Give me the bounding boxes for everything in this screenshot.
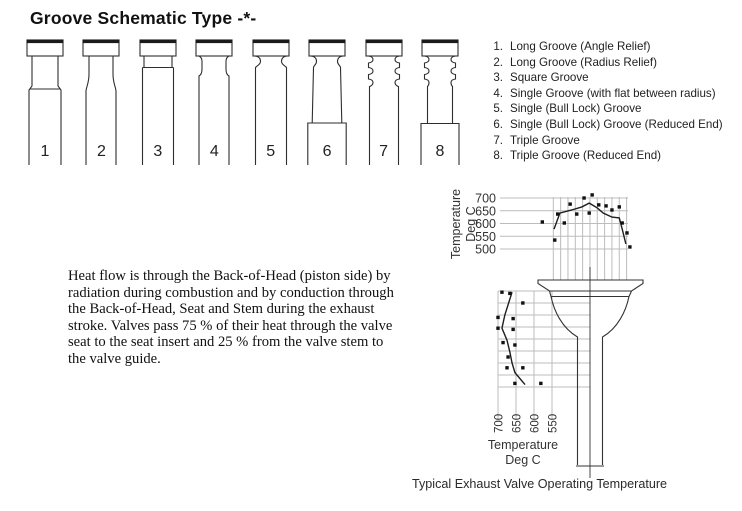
groove-type-legend (489, 39, 723, 164)
legend-item (489, 117, 723, 133)
chart-gridlines (498, 197, 628, 420)
groove-schematics-row (17, 38, 468, 166)
stem-number: 3 (153, 143, 163, 160)
legend-item-label: Triple Groove (510, 133, 580, 147)
stem-number: 7 (379, 143, 388, 160)
svg-text:700: 700 (493, 413, 506, 433)
groove-type-8-schematic (412, 38, 468, 166)
legend-item-label: Single Groove (with flat between radius) (510, 86, 716, 100)
groove-type-5-schematic (243, 38, 299, 166)
legend-item-number: 5. (493, 102, 503, 116)
legend-item (489, 148, 723, 164)
groove-type-4-schematic (186, 38, 242, 166)
heat-flow-paragraph: Heat flow is through the Back-of-Head (piston side) by radiation during combustion and by conduction through the Back-of-Head, Seat and Stem during the exhaust stroke. Valves pass 75 % of their heat through the valve seat to the seat insert and 25 % from the valve stem to the valve guide. (68, 268, 394, 367)
legend-item-number: 6. (493, 117, 503, 131)
groove-type-6-schematic (299, 38, 355, 166)
legend-item-number: 2. (493, 55, 503, 69)
groove-type-2-schematic (73, 38, 129, 166)
x-axis-label-line1: Temperature (487, 438, 559, 452)
svg-text:550: 550 (475, 229, 496, 244)
legend-item-number: 4. (493, 86, 503, 100)
svg-text:700: 700 (475, 191, 496, 206)
legend-item-label: Square Groove (510, 71, 589, 85)
legend-item-label: Long Groove (Angle Relief) (510, 40, 651, 53)
legend-item-label: Single (Bull Lock) Groove (510, 102, 642, 116)
legend-item-label: Triple Groove (Reduced End) (510, 149, 662, 163)
legend-item-number: 1. (493, 40, 503, 53)
stem-number: 1 (40, 143, 50, 160)
stem-number: 4 (209, 143, 219, 160)
groove-type-1-schematic (17, 38, 73, 166)
legend-item (489, 70, 723, 86)
legend-item (489, 86, 723, 102)
legend-item-number: 8. (493, 149, 503, 163)
svg-text:550: 550 (547, 413, 560, 433)
legend-item-number: 7. (493, 133, 503, 147)
svg-text:500: 500 (475, 242, 496, 257)
legend-item (489, 101, 723, 117)
groove-type-3-schematic (130, 38, 186, 166)
y-axis-label-line2: Deg C (464, 206, 478, 242)
legend-item (489, 133, 723, 149)
legend-item-label: Long Groove (Radius Relief) (510, 55, 657, 69)
diagram-caption: Typical Exhaust Valve Operating Temperature (412, 477, 668, 491)
svg-text:650: 650 (511, 413, 524, 433)
legend-item (489, 39, 723, 55)
svg-text:600: 600 (529, 413, 542, 433)
stem-number: 2 (96, 143, 106, 160)
stem-number: 8 (435, 143, 445, 160)
legend-item-label: Single (Bull Lock) Groove (Reduced End) (510, 117, 723, 131)
legend-item (489, 55, 723, 71)
legend-item-number: 3. (493, 71, 503, 85)
y-axis-label-line1: Temperature (449, 188, 463, 260)
valve-temperature-diagram (413, 180, 742, 480)
svg-text:600: 600 (475, 217, 496, 231)
stem-number: 6 (322, 143, 332, 160)
svg-text:650: 650 (475, 204, 496, 219)
page-title: Groove Schematic Type -*- (30, 8, 257, 28)
axis-tick-labels (475, 192, 559, 434)
x-axis-label-line2: Deg C (505, 453, 541, 467)
groove-type-7-schematic (356, 38, 412, 166)
stem-number: 5 (266, 143, 276, 160)
